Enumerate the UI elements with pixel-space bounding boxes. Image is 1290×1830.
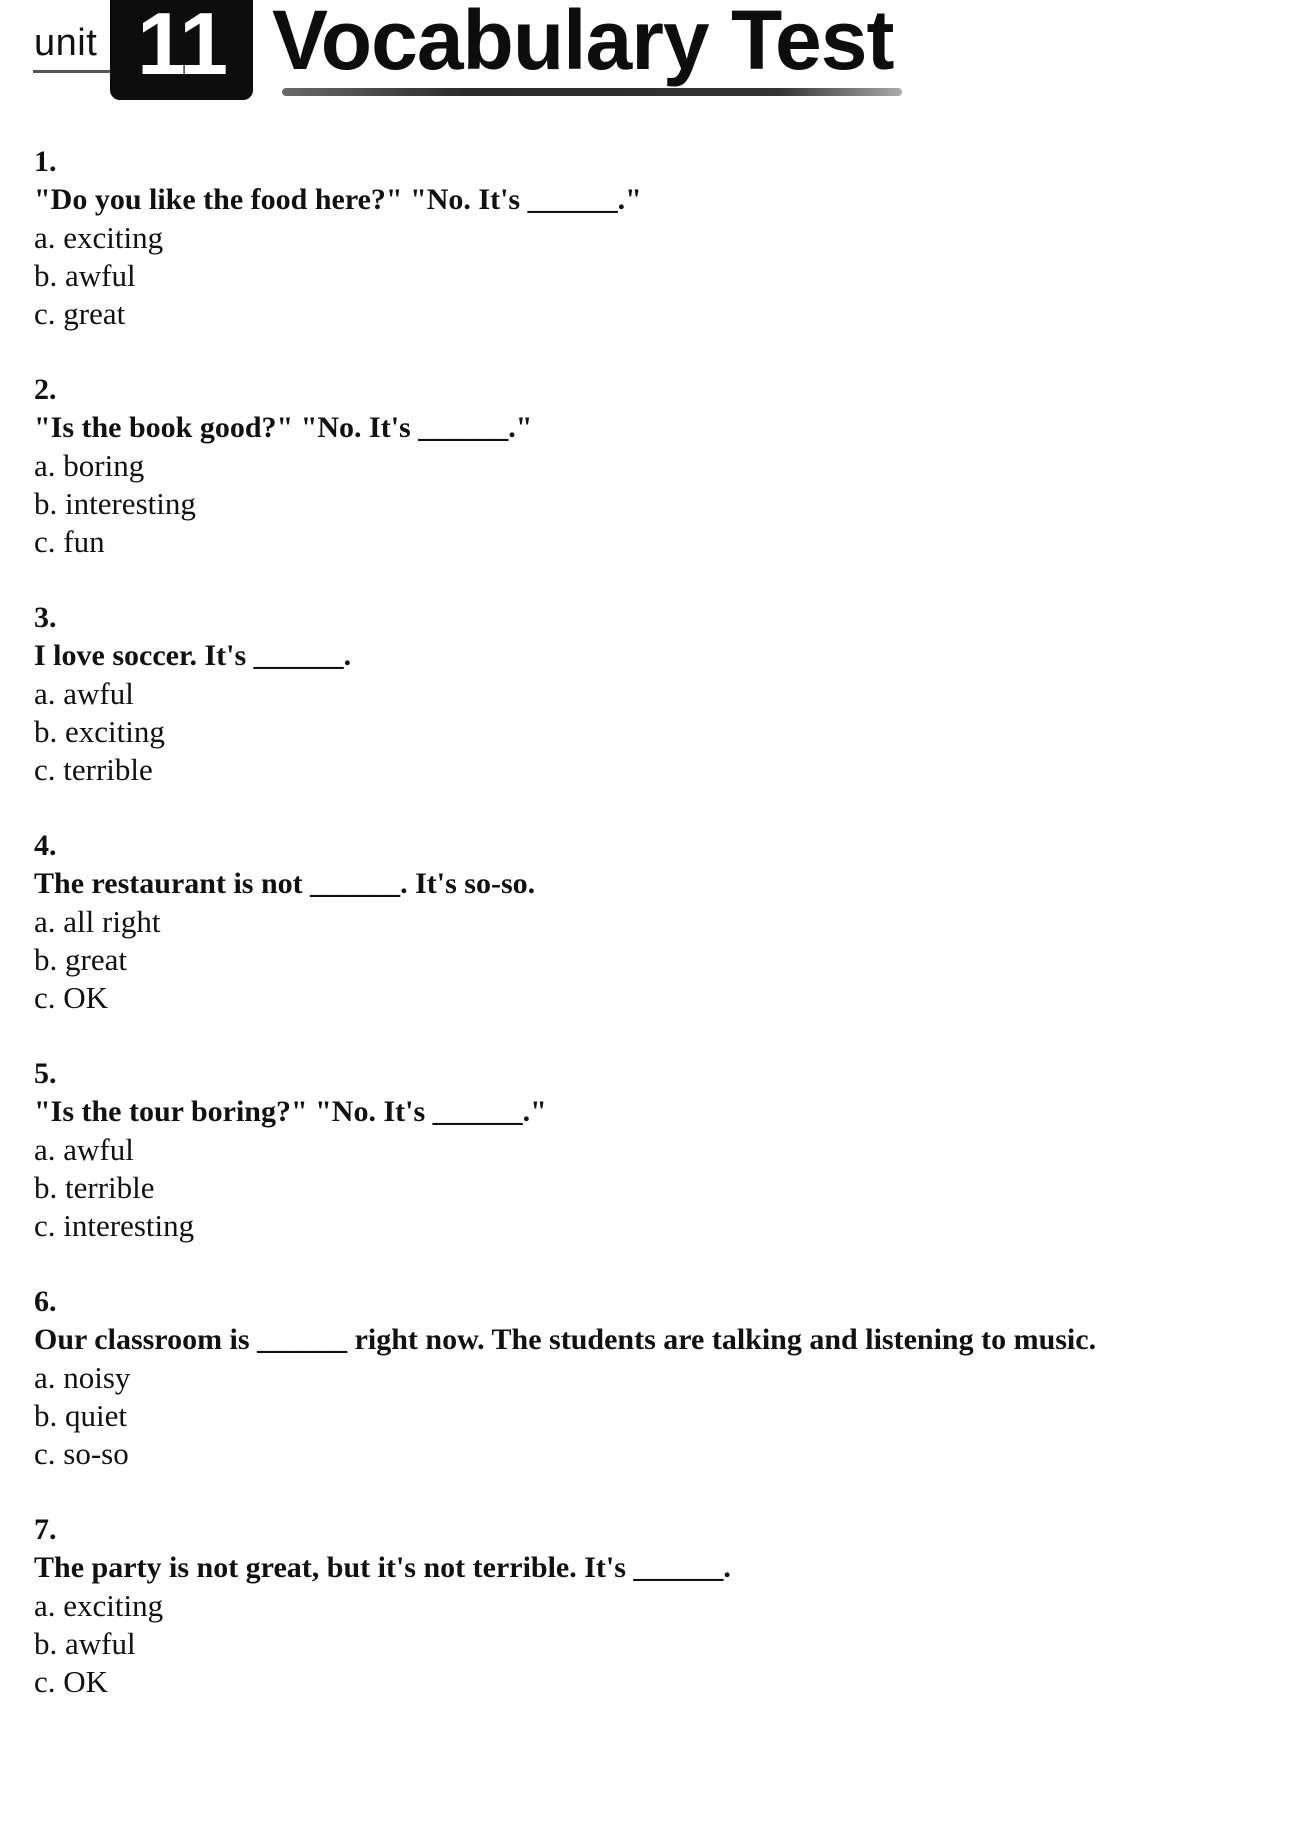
- question-number: 3.: [34, 601, 57, 634]
- question-number: 5.: [34, 1057, 57, 1090]
- question-5: [34, 1055, 1264, 1283]
- question-stem: The party is not great, but it's not terrible. It's ______.: [34, 1551, 731, 1584]
- question-list: [34, 143, 1264, 1739]
- question-number: 1.: [34, 145, 57, 178]
- answer-option-a: a. exciting: [34, 1588, 164, 1623]
- question-stem: I love soccer. It's ______.: [34, 639, 352, 672]
- question-stem: "Is the tour boring?" "No. It's ______.": [34, 1095, 547, 1128]
- answer-option-b: b. quiet: [34, 1398, 127, 1433]
- answer-option-b: b. awful: [34, 1626, 136, 1661]
- answer-option-c: c. great: [34, 296, 126, 331]
- question-2: [34, 371, 1264, 599]
- answer-option-a: a. awful: [34, 676, 134, 711]
- question-stem: "Do you like the food here?" "No. It's ______.": [34, 183, 642, 216]
- answer-option-a: a. exciting: [34, 220, 164, 255]
- answer-option-a: a. awful: [34, 1132, 134, 1167]
- question-1: [34, 143, 1264, 371]
- question-3: [34, 599, 1264, 827]
- answer-option-b: b. exciting: [34, 714, 165, 749]
- page-title: Vocabulary Test: [272, 0, 894, 87]
- answer-option-a: a. noisy: [34, 1360, 131, 1395]
- answer-option-c: c. so-so: [34, 1436, 129, 1471]
- unit-underline: [33, 70, 113, 73]
- question-7: [34, 1511, 1264, 1739]
- question-stem: The restaurant is not ______. It's so-so.: [34, 867, 536, 900]
- question-stem: "Is the book good?" "No. It's ______.": [34, 411, 533, 444]
- answer-option-c: c. interesting: [34, 1208, 195, 1243]
- question-number: 7.: [34, 1513, 57, 1546]
- question-4: [34, 827, 1264, 1055]
- answer-option-c: c. OK: [34, 980, 109, 1015]
- answer-option-a: a. boring: [34, 448, 145, 483]
- answer-option-a: a. all right: [34, 904, 161, 939]
- answer-option-b: b. awful: [34, 258, 136, 293]
- answer-option-b: b. interesting: [34, 486, 196, 521]
- answer-option-c: c. fun: [34, 524, 105, 559]
- question-number: 2.: [34, 373, 57, 406]
- question-number: 4.: [34, 829, 57, 862]
- answer-option-b: b. great: [34, 942, 127, 977]
- question-6: [34, 1283, 1264, 1511]
- question-number: 6.: [34, 1285, 57, 1318]
- unit-number: 11: [136, 0, 227, 93]
- question-stem: Our classroom is ______ right now. The students are talking and listening to music.: [34, 1323, 1097, 1356]
- answer-option-c: c. OK: [34, 1664, 109, 1699]
- answer-option-c: c. terrible: [34, 752, 153, 787]
- title-underline: [282, 88, 902, 96]
- worksheet-header: [0, 0, 1290, 110]
- unit-label: unit: [34, 22, 98, 64]
- answer-option-b: b. terrible: [34, 1170, 155, 1205]
